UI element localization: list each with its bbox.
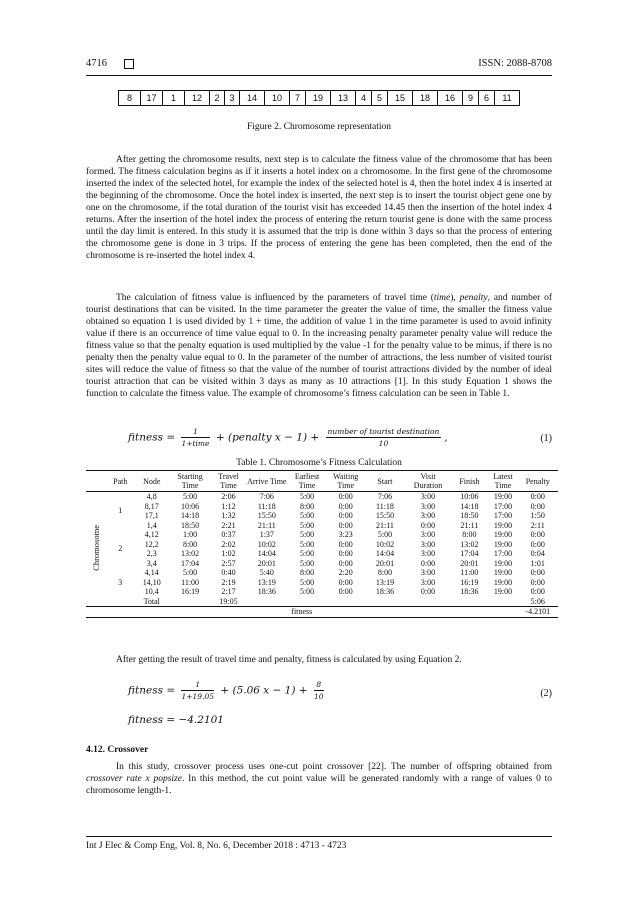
eq2-fraction-time — [181, 680, 214, 701]
gene-cell: 18 — [413, 91, 438, 106]
total-row — [86, 597, 558, 607]
table-cell: 2:02 — [221, 539, 236, 549]
table-row — [86, 587, 558, 597]
table-cell: 16:19 — [180, 587, 200, 596]
column-header: Starting Time — [170, 471, 211, 492]
gene-cell: 19 — [306, 91, 331, 106]
paragraph-fitness-params — [86, 292, 552, 400]
table-row — [86, 521, 558, 531]
column-header: Earliest Time — [287, 471, 327, 492]
table-cell: 13:19 — [257, 577, 276, 587]
table-cell: 19:00 — [493, 492, 513, 501]
table-cell: 3:00 — [420, 530, 436, 539]
table-cell: 0:00 — [338, 549, 353, 558]
table-row — [86, 549, 558, 559]
table-cell: 13:19 — [375, 577, 395, 587]
eq2-f2-den: 10 — [313, 692, 324, 701]
path-cell: 2 — [118, 544, 123, 554]
total-travel-time: 19:05 — [219, 596, 238, 606]
path-cell: 1 — [118, 506, 123, 516]
gene-cell: 8 — [119, 91, 141, 106]
header-square-icon — [124, 59, 134, 69]
table-cell: 4,12 — [144, 530, 159, 539]
table-cell: 0:00 — [338, 511, 353, 520]
text-run: In this study, crossover process uses one-cut point crossover [22]. The number of offspring obtained from — [116, 762, 552, 772]
table-cell: 8,17 — [144, 501, 159, 511]
table-cell: 20:01 — [257, 558, 276, 568]
table-cell: 0:00 — [420, 587, 436, 596]
table-cell: 5:00 — [299, 520, 315, 530]
table-cell: 17:00 — [493, 501, 513, 511]
table-row — [86, 578, 558, 588]
table-cell: 0:00 — [338, 577, 353, 587]
table-cell: 8:00 — [377, 568, 393, 577]
column-header: Waiting Time — [327, 471, 364, 492]
eq1-f2-den: 10 — [378, 439, 389, 448]
table-cell: 0:00 — [530, 539, 545, 549]
eq2-f2-num: 8 — [314, 680, 324, 691]
table-cell: 5:40 — [259, 568, 274, 577]
table-cell: 0:40 — [221, 568, 236, 577]
eq2-lhs: fitness = — [128, 684, 176, 697]
table-cell: 3,4 — [146, 558, 157, 568]
table-cell: 8:00 — [182, 539, 198, 549]
table-row — [86, 559, 558, 569]
table-cell: 4,8 — [146, 492, 157, 501]
issn: ISSN: 2088-8708 — [478, 58, 552, 69]
table-cell: 10:06 — [460, 492, 479, 501]
table-cell: 0:00 — [338, 539, 353, 549]
table-cell: 12,2 — [144, 539, 159, 549]
empty-cell — [287, 597, 327, 607]
gene-cell: 1 — [163, 91, 185, 106]
column-header: Latest Time — [488, 471, 517, 492]
table-cell: 0:00 — [530, 492, 545, 501]
column-header: Travel Time — [210, 471, 246, 492]
table-cell: 3:00 — [420, 539, 436, 549]
gene-cell: 5 — [372, 91, 388, 106]
table-cell: 0:00 — [530, 577, 545, 587]
table-cell: 17,1 — [144, 511, 159, 520]
column-header: Node — [134, 471, 170, 492]
empty-cell — [406, 597, 450, 607]
table-cell: 5:00 — [299, 558, 315, 568]
table-cell: 0:00 — [338, 587, 353, 596]
emphasis-time: time — [433, 293, 451, 303]
table-cell: 5:00 — [299, 492, 315, 501]
table-cell: 0:00 — [338, 520, 353, 530]
gene-cell: 11 — [495, 91, 520, 106]
empty-cell — [364, 597, 406, 607]
table-cell: 2:21 — [221, 520, 236, 530]
table-cell: 10:02 — [257, 539, 276, 549]
table-cell: 3:00 — [420, 492, 436, 501]
text-run: , and number of tourist destinations that can be visited. In the time parameter the greater the value of time, the smaller the fitness value obtained so equation 1 is used divided by 1 + time, the addition of value 1 in the time parameter is used to avoid infinity value if there is an occurrence of time value equal to 0. In the increasing penalty parameter penalty value will reduce the fitness value so that the penalty equation is used multiplied by the value -1 for the penalty value to be minus, if there is no penalty then the penalty value equal to 0. In the parameter of the number of attractions, the less number of visited tourist sites will reduce the value of fitness so that the value of the number of tourist attractions divided by the number of ideal tourist attraction that can be visited within 3 days as many as 10 attractions [1]. In this study Equation 1 shows the function to calculate the fitness value. The example of chromosome’s fitness calculation can be seen in Table 1. — [86, 293, 552, 399]
table-cell: 19:00 — [493, 587, 513, 596]
emphasis-penalty: penalty — [459, 293, 488, 303]
column-header: Penalty — [517, 471, 558, 492]
path-cell: 3 — [118, 577, 123, 587]
total-penalty: 5:06 — [530, 596, 545, 606]
fitness-row — [86, 607, 558, 618]
equation-1 — [128, 427, 448, 448]
table-cell: 5:00 — [182, 568, 198, 577]
table-cell: 11:00 — [181, 577, 200, 587]
table-cell: 15:50 — [375, 511, 395, 520]
table-cell: 5:00 — [299, 549, 315, 558]
gene-cell: 15 — [388, 91, 413, 106]
gene-cell: 3 — [225, 91, 240, 106]
table-cell: 11:18 — [376, 501, 394, 511]
table-cell: 19:00 — [493, 558, 513, 568]
table-cell: 8:00 — [299, 568, 315, 577]
table-row — [86, 568, 558, 578]
chromosome-side-label — [86, 492, 107, 607]
eq1-fraction-time — [181, 427, 209, 448]
eq1-f1-den: 1+time — [181, 439, 210, 448]
table-cell: 15:50 — [257, 511, 276, 520]
eq1-f1-num: 1 — [181, 427, 209, 438]
fitness-label: fitness — [86, 607, 517, 618]
emphasis-crossover-rate: crossover rate x popsize — [86, 774, 182, 784]
eq1-tail: , — [444, 431, 448, 444]
footer-rule — [86, 836, 552, 837]
table-cell: 7:06 — [377, 492, 393, 501]
eq2-fraction-destinations — [314, 680, 324, 701]
table-cell: 1:37 — [259, 530, 274, 539]
gene-cell: 17 — [141, 91, 163, 106]
text-run: The calculation of fitness value is influenced by the parameters of travel time ( — [116, 293, 434, 303]
table-cell: 3:00 — [420, 568, 436, 577]
table-cell: 18:36 — [257, 587, 276, 596]
table-cell: 10:02 — [375, 539, 395, 549]
page-header — [86, 58, 552, 76]
table-cell: 21:11 — [460, 520, 479, 530]
table-cell: 14,10 — [142, 577, 161, 587]
empty-cell — [327, 597, 364, 607]
table-cell: 2:17 — [221, 587, 236, 596]
gene-cell: 12 — [185, 91, 210, 106]
table-cell: 0:37 — [221, 530, 236, 539]
table-cell: 8:00 — [462, 530, 477, 539]
table-cell: 0:00 — [530, 587, 545, 596]
paragraph-fitness-intro: After getting the chromosome results, next step is to calculate the fitness value of the chromosome that has been formed. The fitness calculation begins as if it inserts a hotel index on a chromosome. In the first gene of the chromosome inserted the index of the selected hotel, for example the index of the selected hotel is 4, then the hotel index 4 is inserted at the beginning of the chromosome. Once the hotel index is inserted, the next step is to insert the tourist object gene one by one on the chromosome, if the total duration of the tourist visit has exceeded 14.45 then the insertion of the hotel index 4 returns. After the insertion of the hotel index the process of entering the return tourist gene is done with the same process until the day limit is entered. In this study it is assumed that the trip is done within 3 days so that the process of entering the chromosome gene is done in 3 trips. If the process of entering the gene has been completed, then the end of the chromosome is re-inserted the hotel index 4. — [86, 155, 552, 261]
table-row — [86, 530, 558, 540]
equation-3: fitness = −4.2101 — [128, 714, 224, 726]
table-cell: 18:36 — [460, 587, 479, 596]
table-cell: 5:00 — [299, 577, 315, 587]
table-cell: 0:00 — [338, 558, 353, 568]
gene-cell: 14 — [240, 91, 265, 106]
eq2-f1-num: 1 — [181, 680, 214, 691]
table-cell: 2:19 — [221, 577, 236, 587]
total-label: Total — [143, 596, 160, 606]
table-cell: 1:00 — [182, 530, 198, 539]
table-cell: 0:00 — [530, 501, 545, 511]
gene-cell: 6 — [479, 91, 495, 106]
gene-cell: 7 — [290, 91, 306, 106]
table-cell: 1,4 — [146, 520, 157, 530]
table-cell: 2:57 — [221, 558, 236, 568]
table-cell: 17:00 — [493, 549, 513, 558]
table-cell: 0:04 — [530, 549, 545, 558]
empty-cell — [247, 597, 287, 607]
column-header: Visit Duration — [406, 471, 450, 492]
gene-cell: 2 — [210, 91, 225, 106]
table-cell: 20:01 — [460, 558, 479, 568]
gene-cell: 16 — [438, 91, 463, 106]
table-cell: 14:04 — [257, 549, 276, 558]
text-run: . In this method, the cut point value will be generated randomly with a range of values 0 to chromosome length-1. — [86, 774, 553, 796]
table-cell: 0:00 — [420, 520, 436, 530]
table-cell: 3:00 — [420, 577, 436, 587]
column-header: Path — [107, 471, 134, 492]
table-cell: 13:02 — [460, 539, 479, 549]
eq1-fraction-destinations — [326, 427, 442, 448]
table-cell: 2:20 — [338, 568, 353, 577]
table-cell: 14:18 — [460, 501, 479, 511]
empty-cell — [170, 597, 211, 607]
table-cell: 14:18 — [180, 511, 200, 520]
table-cell: 14:04 — [375, 549, 395, 558]
table-cell: 1:32 — [221, 511, 236, 520]
table-cell: 18:36 — [375, 587, 395, 596]
table-cell: 19:00 — [493, 577, 513, 587]
table-row — [86, 502, 558, 512]
equation-1-number: (1) — [540, 433, 552, 444]
empty-cell — [450, 597, 488, 607]
table-cell: 17:04 — [180, 558, 200, 568]
table-cell: 19:00 — [493, 530, 513, 539]
table-cell: 19:00 — [493, 539, 513, 549]
fitness-value: -4.2101 — [517, 607, 558, 618]
paragraph-crossover — [86, 761, 552, 797]
column-header: Start — [364, 471, 406, 492]
empty-cell — [488, 597, 517, 607]
table-cell: 7:06 — [259, 492, 274, 501]
table-cell: 10:06 — [180, 501, 200, 511]
table-cell: 11:18 — [257, 501, 276, 511]
table-row — [86, 511, 558, 521]
table-cell: 2:06 — [221, 492, 236, 501]
column-header: Arrive Time — [247, 471, 287, 492]
page-number: 4716 — [86, 58, 107, 69]
table-cell: 2,3 — [146, 549, 157, 558]
gene-cell: 13 — [331, 91, 356, 106]
gene-cell: 4 — [356, 91, 372, 106]
table-cell: 3:00 — [420, 511, 436, 520]
fitness-table — [86, 470, 558, 618]
table-cell: 17:04 — [460, 549, 479, 558]
equation-2 — [128, 680, 327, 701]
page-footer — [86, 836, 552, 851]
eq2-f1-den: 1+19.05 — [181, 692, 214, 701]
chromosome-representation — [118, 90, 520, 106]
table-row — [86, 492, 558, 502]
table-cell: 18:50 — [180, 520, 200, 530]
side-label-text: Chromosome — [90, 524, 101, 571]
eq1-f2-num: number of tourist destination — [327, 427, 440, 436]
table-cell: 16:19 — [460, 577, 479, 587]
table-cell: 19:00 — [493, 520, 513, 530]
table-caption: Table 1. Chromosome’s Fitness Calculation — [236, 458, 402, 468]
table-cell: 3:00 — [420, 549, 436, 558]
table-cell: 10,4 — [144, 587, 159, 596]
gene-cell: 9 — [463, 91, 479, 106]
table-cell: 1:01 — [530, 558, 545, 568]
figure-caption: Figure 2. Chromosome representation — [246, 122, 392, 132]
header-blank — [86, 471, 107, 492]
table-cell: 5:00 — [377, 530, 393, 539]
table-cell: 0:00 — [338, 501, 353, 511]
table-cell: 19:00 — [493, 568, 513, 577]
table-cell: 8:00 — [299, 501, 315, 511]
table-cell: 5:00 — [182, 492, 198, 501]
header-rule — [86, 75, 552, 76]
table-cell: 0:00 — [338, 492, 353, 501]
table-cell: 5:00 — [299, 530, 315, 539]
table-header-row — [86, 471, 558, 492]
table-cell: 21:11 — [257, 520, 276, 530]
section-heading: 4.12. Crossover — [86, 745, 149, 755]
table-cell: 3:23 — [338, 530, 353, 539]
eq2-mid: + (5.06 x − 1) + — [220, 684, 308, 697]
table-cell: 11:00 — [460, 568, 479, 577]
table-cell: 17:00 — [493, 511, 513, 520]
eq1-mid: + (penalty x − 1) + — [215, 431, 320, 444]
table-cell: 0:00 — [420, 558, 436, 568]
gene-cell: 10 — [265, 91, 290, 106]
table-cell: 21:11 — [376, 520, 394, 530]
equation-2-number: (2) — [540, 688, 552, 699]
table-cell: 20:01 — [375, 558, 395, 568]
table-cell: 0:00 — [530, 530, 545, 539]
table-cell: 1:12 — [221, 501, 236, 511]
journal-citation: Int J Elec & Comp Eng, Vol. 8, No. 6, December 2018 : 4713 - 4723 — [86, 841, 347, 851]
table-row — [86, 540, 558, 550]
eq1-lhs: fitness = — [128, 431, 176, 444]
table-cell: 13:02 — [180, 549, 200, 558]
table-cell: 1:02 — [221, 549, 236, 558]
table-cell: 18:50 — [460, 511, 479, 520]
table-cell: 5:00 — [299, 511, 315, 520]
column-header: Finish — [450, 471, 488, 492]
table-cell: 3:00 — [420, 501, 436, 511]
table-cell: 2:11 — [530, 520, 545, 530]
table-cell: 5:00 — [299, 587, 315, 596]
table-cell: 4,14 — [144, 568, 159, 577]
gene-row — [119, 91, 520, 106]
table-cell: 0:00 — [530, 568, 545, 577]
table-cell: 1:50 — [530, 511, 545, 520]
text-run: ), — [450, 293, 460, 303]
empty-cell — [107, 597, 134, 607]
paragraph-fitness-result: After getting the result of travel time and penalty, fitness is calculated by using Equation 2. — [116, 655, 462, 665]
table-cell: 5:00 — [299, 539, 315, 549]
